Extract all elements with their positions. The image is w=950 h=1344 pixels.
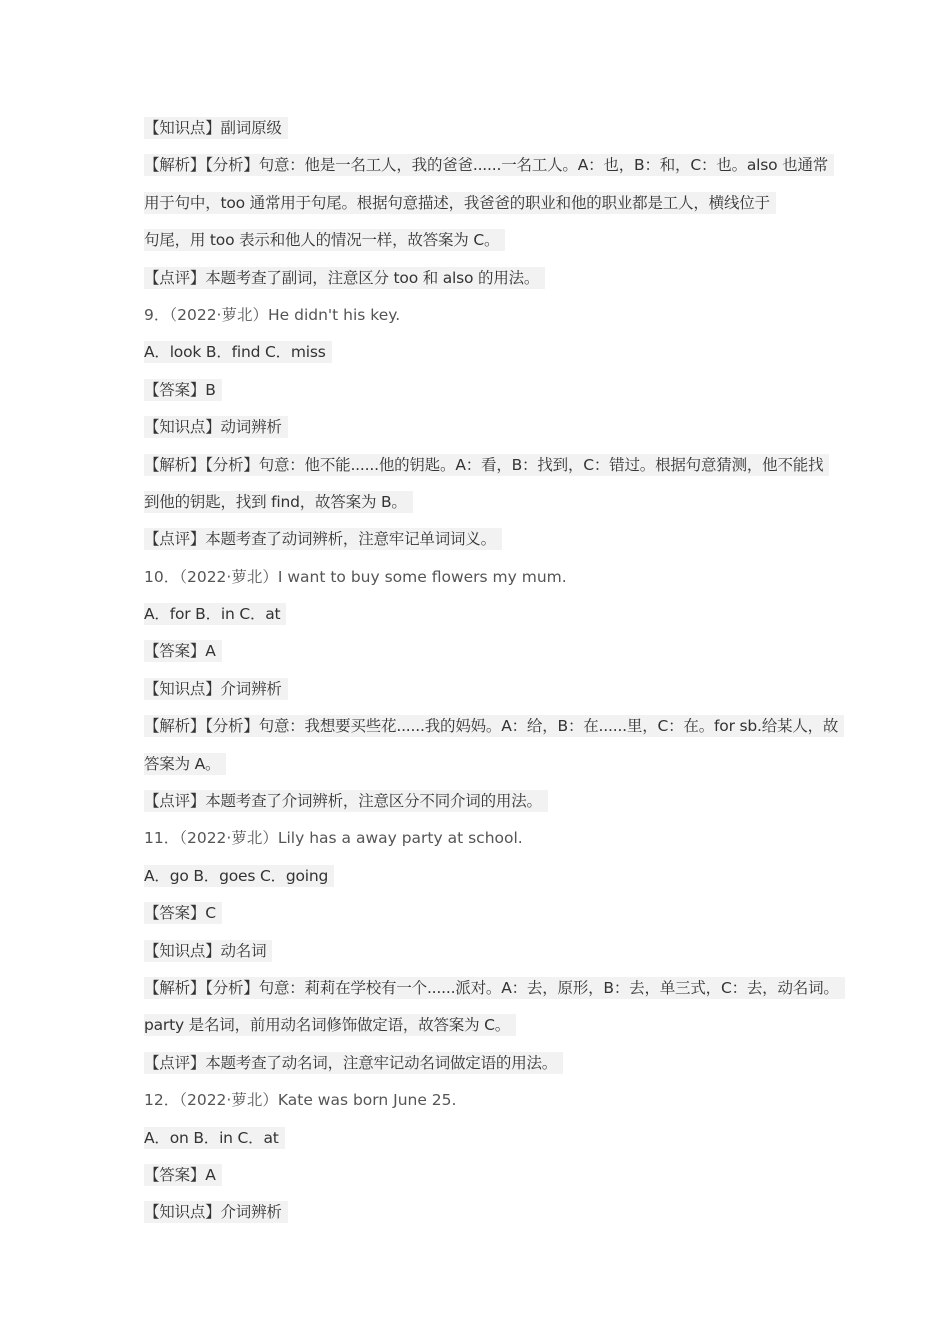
knowledge-point-text: 【知识点】动词辨析 [144,416,288,438]
options-text: A．on B．in C．at [144,1127,285,1149]
analysis-text: 到他的钥匙，找到 find，故答案为 B。 [144,491,413,513]
analysis-text: 【解析】【分析】句意：他是一名工人，我的爸爸......一名工人。A：也，B：和，C：也。also 也通常 [144,154,834,176]
analysis-line [144,484,814,521]
question-text: 9．（2022·萝北）He didn't his key. [144,305,401,324]
analysis-text: 句尾，用 too 表示和他人的情况一样，故答案为 C。 [144,229,505,251]
question-9 [144,297,814,334]
knowledge-point-text: 【知识点】介词辨析 [144,1201,288,1223]
analysis-line [144,447,824,484]
comment-text: 【点评】本题考查了介词辨析，注意区分不同介词的用法。 [144,790,548,812]
comment-text: 【点评】本题考查了动名词，注意牢记动名词做定语的用法。 [144,1052,563,1074]
answer-line [144,372,814,409]
knowledge-point-text: 【知识点】动名词 [144,940,272,962]
analysis-text: 【解析】【分析】句意：我想要买些花......我的妈妈。A：给，B：在......里，C：在。for sb.给某人，故 [144,715,844,737]
analysis-line [144,708,839,745]
comment-line [144,1045,814,1082]
options-text: A．for B．in C．at [144,603,286,625]
question-12 [144,1082,814,1119]
comment-text: 【点评】本题考查了动词辨析，注意牢记单词词义。 [144,528,502,550]
options-line [144,858,814,895]
knowledge-point-line [144,933,814,970]
question-text: 11．（2022·萝北）Lily has a away party at school. [144,829,523,848]
question-11 [144,820,814,857]
options-line [144,596,814,633]
knowledge-point-line [144,671,814,708]
answer-line [144,1157,814,1194]
comment-line [144,521,814,558]
analysis-line [144,1007,814,1044]
analysis-line [144,222,814,259]
comment-line [144,783,814,820]
options-line [144,1120,814,1157]
options-text: A．go B．goes C．going [144,865,334,887]
answer-text: 【答案】C [144,902,222,924]
analysis-line [144,970,839,1007]
document-page [144,110,839,1232]
question-text: 12．（2022·萝北）Kate was born June 25. [144,1091,457,1110]
answer-line [144,895,814,932]
options-text: A．look B．find C．miss [144,341,332,363]
analysis-text: party 是名词，前用动名词修饰做定语，故答案为 C。 [144,1014,516,1036]
knowledge-point-line [144,110,814,147]
analysis-text: 答案为 A。 [144,753,226,775]
analysis-line [144,147,829,184]
answer-text: 【答案】A [144,1164,222,1186]
analysis-line [144,185,814,222]
answer-text: 【答案】B [144,379,222,401]
question-text: 10．（2022·萝北）I want to buy some flowers my mum. [144,567,567,586]
comment-text: 【点评】本题考查了副词，注意区分 too 和 also 的用法。 [144,267,545,289]
options-line [144,334,814,371]
question-10 [144,559,814,596]
knowledge-point-line [144,409,814,446]
knowledge-point-text: 【知识点】副词原级 [144,117,288,139]
comment-line [144,260,814,297]
knowledge-point-line [144,1194,814,1231]
analysis-text: 用于句中，too 通常用于句尾。根据句意描述，我爸爸的职业和他的职业都是工人，横线位于 [144,192,776,214]
answer-text: 【答案】A [144,640,222,662]
knowledge-point-text: 【知识点】介词辨析 [144,678,288,700]
analysis-line [144,746,814,783]
analysis-text: 【解析】【分析】句意：莉莉在学校有一个......派对。A：去，原形，B：去，单三式，C：去，动名词。 [144,977,845,999]
answer-line [144,633,814,670]
analysis-text: 【解析】【分析】句意：他不能......他的钥匙。A：看，B：找到，C：错过。根据句意猜测，他不能找 [144,454,829,476]
